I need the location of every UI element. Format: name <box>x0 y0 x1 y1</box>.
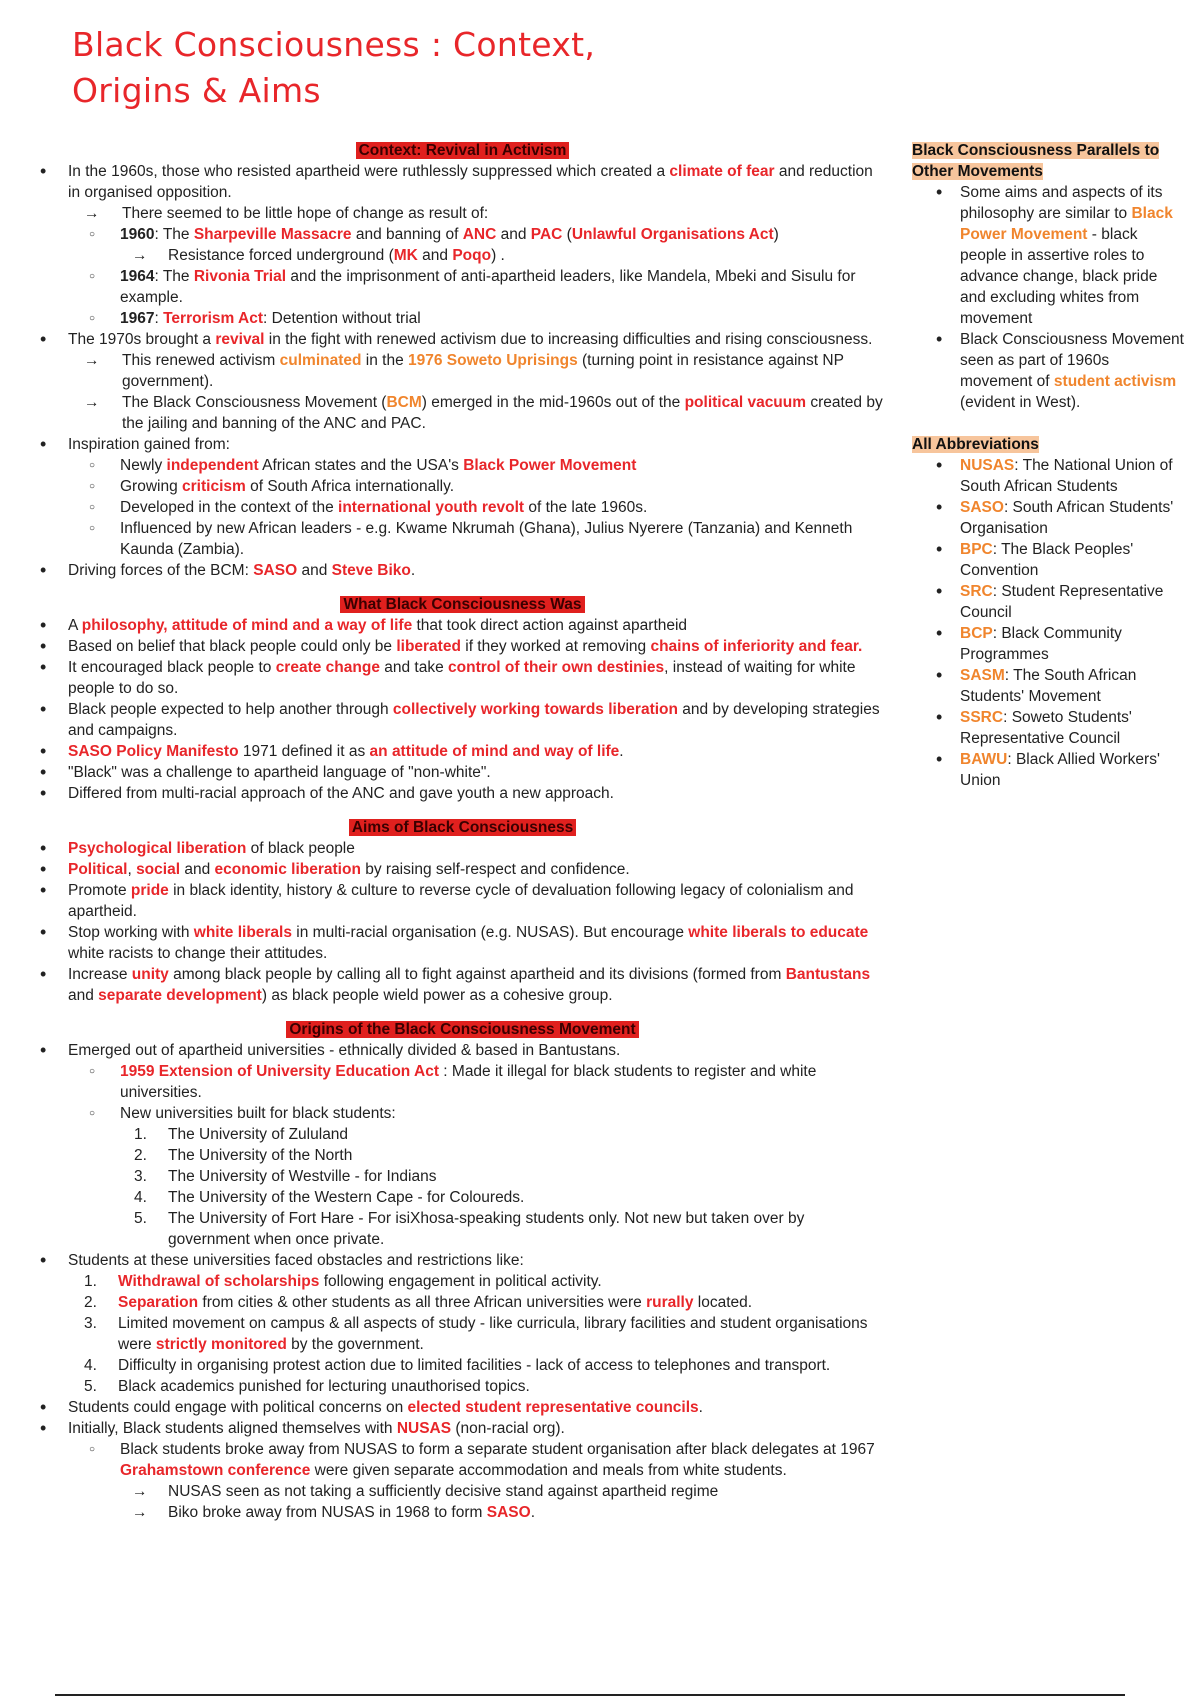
list-item: • Stop working with white liberals in multi-racial organisation (e.g. NUSAS). But encourage white liberals to educate white racists to change their attitudes. <box>40 922 885 964</box>
list-item: • Emerged out of apartheid universities - ethnically divided & based in Bantustans. <box>40 1040 885 1061</box>
list-item: 4. Difficulty in organising protest action due to limited facilities - lack of access to telephones and transport. <box>40 1355 885 1376</box>
list-item: → The Black Consciousness Movement (BCM) emerged in the mid-1960s out of the political vacuum created by the jailing and banning of the ANC and PAC. <box>40 392 885 434</box>
list-item: → Resistance forced underground (MK and Poqo) . <box>40 245 885 266</box>
list-item: 2. Separation from cities & other students as all three African universities were rurally located. <box>40 1292 885 1313</box>
list-item: • A philosophy, attitude of mind and a way of life that took direct action against apartheid <box>40 615 885 636</box>
list-item: • Driving forces of the BCM: SASO and Steve Biko. <box>40 560 885 581</box>
bottom-divider <box>55 1694 1125 1696</box>
list-item: ○ Black students broke away from NUSAS to form a separate student organisation after black delegates at 1967 Grahamstown conference were given separate accommodation and meals from white students. <box>40 1439 885 1481</box>
section-heading-context: Context: Revival in Activism <box>40 140 885 161</box>
list-item: • Inspiration gained from: <box>40 434 885 455</box>
title-line-1: Black Consciousness : Context, <box>72 25 596 64</box>
list-item: • It encouraged black people to create change and take control of their own destinies, instead of waiting for white people to do so. <box>40 657 885 699</box>
list-item: ○ 1967: Terrorism Act: Detention without trial <box>40 308 885 329</box>
section-heading-what: What Black Consciousness Was <box>40 594 885 615</box>
list-item: → There seemed to be little hope of change as result of: <box>40 203 885 224</box>
list-item: • Increase unity among black people by calling all to fight against apartheid and its divisions (formed from Bantustans and separate development) as black people wield power as a cohesive group. <box>40 964 885 1006</box>
list-item: • NUSAS: The National Union of South African Students <box>912 455 1184 497</box>
aims-list <box>40 838 885 1006</box>
list-item: • Black Consciousness Movement seen as part of 1960s movement of student activism (evident in West). <box>912 329 1184 413</box>
list-item: • Promote pride in black identity, history & culture to reverse cycle of devaluation following legacy of colonialism and apartheid. <box>40 880 885 922</box>
what-list <box>40 615 885 804</box>
list-item: ○ 1959 Extension of University Education Act : Made it illegal for black students to register and white universities. <box>40 1061 885 1103</box>
list-item: ○ Developed in the context of the international youth revolt of the late 1960s. <box>40 497 885 518</box>
list-item: 1. Withdrawal of scholarships following engagement in political activity. <box>40 1271 885 1292</box>
list-item: • SASM: The South African Students' Movement <box>912 665 1184 707</box>
title-line-2: Origins & Aims <box>72 71 321 110</box>
list-item: ○ Influenced by new African leaders - e.g. Kwame Nkrumah (Ghana), Julius Nyerere (Tanzania) and Kenneth Kaunda (Zambia). <box>40 518 885 560</box>
list-item: 3. The University of Westville - for Indians <box>40 1166 885 1187</box>
section-heading-aims: Aims of Black Consciousness <box>40 817 885 838</box>
list-item: ○ Growing criticism of South Africa internationally. <box>40 476 885 497</box>
main-column <box>40 140 885 1523</box>
origins-list <box>40 1040 885 1523</box>
list-item: 5. Black academics punished for lecturing unauthorised topics. <box>40 1376 885 1397</box>
list-item: • SRC: Student Representative Council <box>912 581 1184 623</box>
list-item: ○ New universities built for black students: <box>40 1103 885 1124</box>
list-item: • BPC: The Black Peoples' Convention <box>912 539 1184 581</box>
list-item: • Differed from multi-racial approach of the ANC and gave youth a new approach. <box>40 783 885 804</box>
list-item: • Some aims and aspects of its philosophy are similar to Black Power Movement - black people in assertive roles to advance change, black pride and excluding whites from movement <box>912 182 1184 329</box>
list-item: 1. The University of Zululand <box>40 1124 885 1145</box>
context-list <box>40 161 885 581</box>
list-item: 5. The University of Fort Hare - For isiXhosa-speaking students only. Not new but taken over by government when once private. <box>40 1208 885 1250</box>
list-item: • Students could engage with political concerns on elected student representative councils. <box>40 1397 885 1418</box>
list-item: • BAWU: Black Allied Workers' Union <box>912 749 1184 791</box>
list-item: • SSRC: Soweto Students' Representative Council <box>912 707 1184 749</box>
list-item: • Students at these universities faced obstacles and restrictions like: <box>40 1250 885 1271</box>
list-item: • SASO: South African Students' Organisation <box>912 497 1184 539</box>
list-item: ○ 1964: The Rivonia Trial and the imprisonment of anti-apartheid leaders, like Mandela, Mbeki and Sisulu for example. <box>40 266 885 308</box>
list-item: • Psychological liberation of black people <box>40 838 885 859</box>
list-item: • "Black" was a challenge to apartheid language of "non-white". <box>40 762 885 783</box>
section-heading-origins: Origins of the Black Consciousness Movement <box>40 1019 885 1040</box>
parallels-list <box>912 182 1184 413</box>
section-heading-parallels: Black Consciousness Parallels to Other Movements <box>912 142 1160 180</box>
list-item: 2. The University of the North <box>40 1145 885 1166</box>
side-column <box>912 140 1184 791</box>
list-item: → Biko broke away from NUSAS in 1968 to form SASO. <box>40 1502 885 1523</box>
section-heading-abbreviations: All Abbreviations <box>912 436 1039 453</box>
list-item: • In the 1960s, those who resisted apartheid were ruthlessly suppressed which created a climate of fear and reduction in organised opposition. <box>40 161 885 203</box>
list-item: 3. Limited movement on campus & all aspects of study - like curricula, library facilities and student organisations were strictly monitored by the government. <box>40 1313 885 1355</box>
page-title <box>72 22 595 114</box>
list-item: ○ Newly independent African states and the USA's Black Power Movement <box>40 455 885 476</box>
list-item: → This renewed activism culminated in the 1976 Soweto Uprisings (turning point in resistance against NP government). <box>40 350 885 392</box>
list-item: • Based on belief that black people could only be liberated if they worked at removing chains of inferiority and fear. <box>40 636 885 657</box>
list-item: • Political, social and economic liberation by raising self-respect and confidence. <box>40 859 885 880</box>
list-item: • SASO Policy Manifesto 1971 defined it as an attitude of mind and way of life. <box>40 741 885 762</box>
abbreviations-list <box>912 455 1184 791</box>
list-item: → NUSAS seen as not taking a sufficiently decisive stand against apartheid regime <box>40 1481 885 1502</box>
list-item: • Initially, Black students aligned themselves with NUSAS (non-racial org). <box>40 1418 885 1439</box>
list-item: ○ 1960: The Sharpeville Massacre and banning of ANC and PAC (Unlawful Organisations Act) <box>40 224 885 245</box>
list-item: • The 1970s brought a revival in the fight with renewed activism due to increasing difficulties and rising consciousness. <box>40 329 885 350</box>
list-item: 4. The University of the Western Cape - for Coloureds. <box>40 1187 885 1208</box>
list-item: • BCP: Black Community Programmes <box>912 623 1184 665</box>
list-item: • Black people expected to help another through collectively working towards liberation and by developing strategies and campaigns. <box>40 699 885 741</box>
